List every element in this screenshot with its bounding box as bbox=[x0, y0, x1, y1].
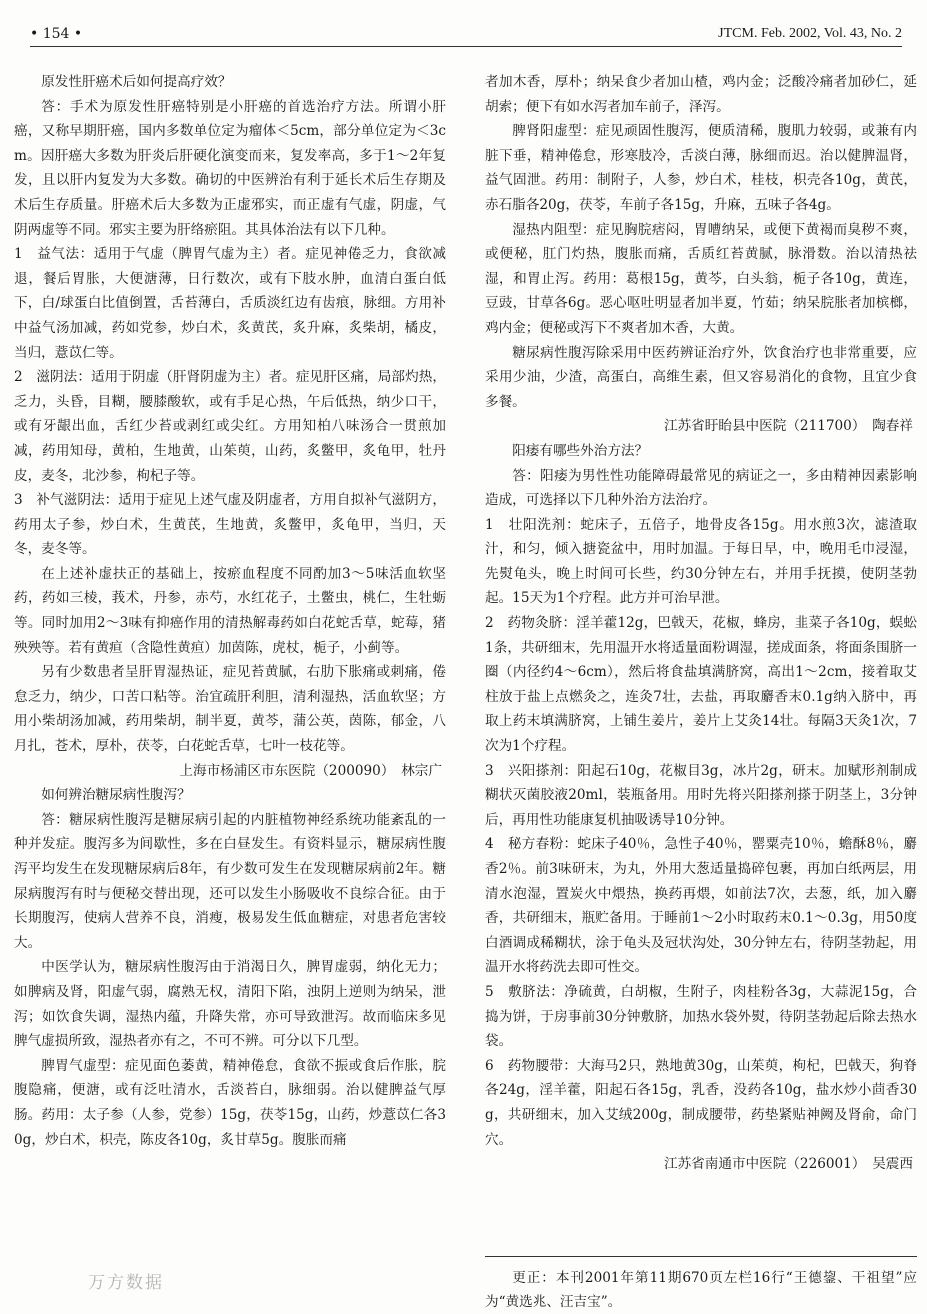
numbered-item: 6 药物腰带：大海马2只，熟地黄30g，山茱萸，枸杞，巴戟天，狗脊各24g，淫羊藿，阳起石各15g，乳香，没药各10g，盐水炒小茴香30g，共研细末，加入艾绒200g，制成腰带，药垫紧贴神阙及肾俞，命门穴。 bbox=[485, 1057, 917, 1148]
question-heading: 阳痿有哪些外治方法？ bbox=[512, 442, 649, 459]
body-paragraph: 另有少数患者呈肝胃湿热证，症见苔黄腻，右肋下胀痛或刺痛，倦怠乏力，纳少，口苦口粘等。治宜疏肝利胆，清利湿热，活血软坚；方用小柴胡汤加减，药用柴胡，制半夏，黄芩，蒲公英，茵陈，郁金，八月扎，苍术，厚朴，茯苓，白花蛇舌草，七叶一枝花等。 bbox=[14, 664, 446, 755]
author-signature: 上海市杨浦区市东医院（200090） 林宗广 bbox=[179, 762, 442, 779]
body-paragraph: 答：阳痿为男性性功能障碍最常见的病证之一，多由精神因素影响造成，可选择以下几种外治方法治疗。 bbox=[485, 467, 917, 509]
body-paragraph: 糖尿病性腹泻除采用中医药辨证治疗外，饮食治疗也非常重要，应采用少油，少渣，高蛋白，高维生素，但又容易消化的食物，且宜少食多餐。 bbox=[485, 344, 917, 410]
body-paragraph: 中医学认为，糖尿病性腹泻由于消渴日久，脾胃虚弱，纳化无力；如脾病及肾，阳虚气弱，腐熟无权，清阳下陷，浊阴上逆则为纳呆，泄泻；如饮食失调，湿热内蕴，升降失常，亦可导致泄泻。故而临床多见脾气虚损所致，湿热者亦有之，不可不辨。可分以下几型。 bbox=[14, 959, 446, 1050]
numbered-item: 1 益气法：适用于气虚（脾胃气虚为主）者。症见神倦乏力，食欲减退，餐后胃胀，大便溏薄，日行数次，或有下肢水肿，血清白蛋白低下，白/球蛋白比值倒置，舌苔薄白，舌质淡红边有齿痕，脉细。方用补中益气汤加减，药如党参，炒白术，炙黄芪，炙升麻，炙柴胡，橘皮，当归，薏苡仁等。 bbox=[14, 246, 446, 361]
body-paragraph: 脾肾阳虚型：症见顽固性腹泻，便质清稀，腹肌力较弱，或兼有内脏下垂，精神倦怠，形寒肢冷，舌淡白薄，脉细而迟。治以健脾温肾，益气固泄。药用：制附子，人参，炒白术，桂枝，枳壳各10g，黄芪，赤石脂各20g，茯苓，车前子各15g，升麻，五味子各4g。 bbox=[485, 123, 917, 213]
continued-paragraph: 者加木香，厚朴；纳呆食少者加山楂，鸡内金；泛酸冷痛者加砂仁，延胡索；便下有如水泻者加车前子，泽泻。 bbox=[485, 74, 917, 115]
correction-note: 更正：本刊2001年第11期670页左栏16行“王德鋆、干祖望”应为“黄选兆、汪吉宝”。 bbox=[485, 1270, 917, 1310]
numbered-item: 2 滋阴法：适用于阴虚（肝肾阴虚为主）者。症见肝区痛，局部灼热，乏力，头昏，目糊，腰膝酸软，或有手足心热，午后低热，纳少口干，或有牙龈出血，舌红少苔或剥红或尖红。方用知柏八味汤合一贯煎加减，药用知母，黄柏，生地黄，山茱萸，山药，炙鳖甲，炙龟甲，牡丹皮，麦冬，北沙参，枸杞子等。 bbox=[14, 369, 446, 484]
numbered-item: 5 敷脐法：净硫黄，白胡椒，生附子，肉桂粉各3g，大蒜泥15g，合捣为饼，于房事前30分钟敷脐，加热水袋外熨，待阴茎勃起后除去热水袋。 bbox=[485, 983, 917, 1050]
body-paragraph: 湿热内阻型：症见胸脘痞闷，胃嘈纳呆，或便下黄褐而臭秽不爽，或便秘，肛门灼热，腹胀而痛，舌质红苔黄腻，脉滑数。治以清热祛湿，和胃止泻。药用：葛根15g，黄芩，白头翁，栀子各10g，黄连，豆豉，甘草各6g。恶心呕吐明显者加半夏，竹茹；纳呆脘胀者加槟榔，鸡内金；便秘或泻下不爽者加木香，大黄。 bbox=[485, 221, 917, 336]
numbered-item: 4 秘方春粉：蛇床子40％，急性子40％，罂粟壳10％，蟾酥8％，麝香2％。前3味研末，为丸，外用大葱适量捣碎包裹，再加白纸两层，用清水泡湿，置炭火中煨热，换药再煨，如前法7次，去葱，纸，加入麝香，共研细末，瓶贮备用。于睡前1～2小时取药末0.1～0.3g，用50度白酒调成稀糊状，涂于龟头及冠状沟处，30分钟左右，待阴茎勃起，用温开水将药洗去即可性交。 bbox=[485, 836, 917, 976]
question-heading: 原发性肝癌术后如何提高疗效？ bbox=[41, 74, 232, 90]
right-column bbox=[485, 70, 917, 1177]
body-paragraph: 脾胃气虚型：症见面色萎黄，精神倦怠，食欲不振或食后作胀，脘腹隐痛，便溏，或有泛吐清水，舌淡苔白，脉细弱。治以健脾益气厚肠。药用：太子参（人参，党参）15g，茯苓15g，山药，炒薏苡仁各30g，炒白术，枳壳，陈皮各10g，炙甘草5g。腹胀而痛 bbox=[14, 1057, 446, 1148]
author-signature: 江苏省盱眙县中医院（211700） 陶春祥 bbox=[664, 418, 913, 435]
page-number: • 154 • bbox=[30, 26, 83, 42]
journal-citation: JTCM. Feb. 2002, Vol. 43, No. 2 bbox=[718, 26, 902, 41]
left-column bbox=[14, 70, 446, 1152]
numbered-item: 2 药物灸脐：淫羊藿12g，巴戟天，花椒，蜂房，韭菜子各10g，蜈蚣1条，共研细末，先用温开水将适量面粉调湿，搓成面条，将面条围脐一圈（内径约4～6cm），然后将食盐填满脐窝，高出1～2cm，接着取艾柱放于盐上点燃灸之，连灸7壮，去盐，再取麝香末0.1g纳入脐中，再取上药末填满脐窝，上铺生姜片，姜片上艾灸14壮。每隔3天灸1次，7次为1个疗程。 bbox=[485, 615, 917, 755]
body-paragraph: 答：手术为原发性肝癌特别是小肝癌的首选治疗方法。所谓小肝癌，又称早期肝癌，国内多数单位定为瘤体＜5cm，部分单位定为＜3cm。因肝癌大多数为肝炎后肝硬化演变而来，复发率高，多于1～2年复发，且以肝内复发为大多数。确切的中医辨治有利于延长术后生存期及术后生存质量。肝癌术后大多数为正虚邪实，而正虚有气虚，阴虚，气阴两虚等不同。邪实主要为肝络瘀阻。其具体治法有以下几种。 bbox=[14, 98, 446, 238]
body-paragraph: 在上述补虚扶正的基础上，按瘀血程度不同酌加3～5味活血软坚药，药如三棱，莪术，丹参，赤芍，水红花子，土鳖虫，桃仁，生牡蛎等。同时加用2～3味有抑癌作用的清热解毒药如白花蛇舌草，蛇莓，猪殃殃等。若有黄疸（含隐性黄疸）加茵陈，虎杖，栀子，小蓟等。 bbox=[14, 565, 446, 656]
author-signature: 江苏省南通市中医院（226001） 吴震西 bbox=[664, 1156, 913, 1173]
watermark-text: 万方数据 bbox=[88, 1273, 164, 1293]
numbered-item: 1 壮阳洗剂：蛇床子，五倍子，地骨皮各15g。用水煎3次，滤渣取汁，和匀，倾入搪瓷盆中，用时加温。于每日早，中，晚用毛巾浸湿，先熨龟头，晚上时间可长些，约30分钟左右，并用手抚摸，使阴茎勃起。15天为1个疗程。此方并可治早泄。 bbox=[485, 516, 917, 607]
body-paragraph: 答：糖尿病性腹泻是糖尿病引起的内脏植物神经系统功能紊乱的一种并发症。腹泻多为间歇性，多在白昼发生。有资料显示，糖尿病性腹泻平均发生在发现糖尿病后8年，有少数可发生在发现糖尿病前2年。糖尿病腹泻有时与便秘交替出现，还可以发生小肠吸收不良综合征。由于长期腹泻，使病人营养不良，消瘦，极易发生低血糖症，对患者危害较大。 bbox=[14, 811, 446, 951]
question-heading: 如何辨治糖尿病性腹泻？ bbox=[41, 787, 191, 804]
numbered-item: 3 兴阳搽剂：阳起石10g，花椒目3g，冰片2g，研末。加赋形剂制成糊状灭菌胶液20ml，装瓶备用。用时先将兴阳搽剂搽于阴茎上，3分钟后，再用性功能康复机抽吸诱导10分钟。 bbox=[485, 762, 917, 828]
numbered-item: 3 补气滋阴法：适用于症见上述气虚及阴虚者，方用自拟补气滋阴方，药用太子参，炒白术，生黄芪，生地黄，炙鳖甲，炙龟甲，当归，天冬，麦冬等。 bbox=[14, 492, 446, 558]
running-header bbox=[30, 24, 902, 47]
footnote-divider bbox=[485, 1256, 917, 1257]
